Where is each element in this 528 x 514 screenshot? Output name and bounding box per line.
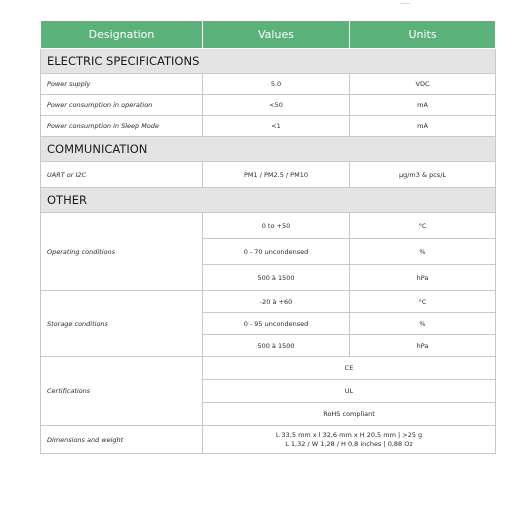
table-row — [41, 291, 496, 313]
row-designation: Dimensions and weight — [41, 426, 203, 454]
table-row — [41, 95, 496, 116]
spec-table — [40, 20, 496, 454]
row-unit: mA — [350, 116, 496, 137]
row-value: 0 to +50 — [203, 213, 350, 239]
row-value: 500 à 1500 — [203, 335, 350, 357]
corner-mark — [400, 0, 410, 4]
section-title: ELECTRIC SPECIFICATIONS — [41, 49, 496, 74]
row-value: <1 — [203, 116, 350, 137]
section-title: OTHER — [41, 188, 496, 213]
header-values: Values — [203, 21, 350, 49]
row-unit: µg/m3 & pcs/L — [350, 162, 496, 188]
row-designation: Storage conditions — [41, 291, 203, 357]
row-unit: % — [350, 239, 496, 265]
dimensions-imperial: L 1,32 / W 1,28 / H 0,8 inches | 0,88 Oz — [285, 439, 413, 448]
row-designation: Power consumption in Sleep Mode — [41, 116, 203, 137]
dimensions-metric: L 33,5 mm x l 32,6 mm x H 20,5 mm | >25 g — [275, 430, 423, 439]
header-designation: Designation — [41, 21, 203, 49]
row-value: -20 à +60 — [203, 291, 350, 313]
row-value: 0 - 70 uncondensed — [203, 239, 350, 265]
section-electric — [41, 49, 496, 74]
table-row — [41, 357, 496, 380]
dimensions-value — [203, 426, 496, 454]
table-row — [41, 116, 496, 137]
table-row — [41, 426, 496, 454]
certification-item: CE — [203, 357, 496, 380]
header-units: Units — [350, 21, 496, 49]
row-value: <50 — [203, 95, 350, 116]
section-other — [41, 188, 496, 213]
row-unit: hPa — [350, 265, 496, 291]
table-row — [41, 162, 496, 188]
certification-item: RoHS compliant — [203, 403, 496, 426]
row-designation: Power consumption in operation — [41, 95, 203, 116]
row-unit: mA — [350, 95, 496, 116]
row-value: 5.0 — [203, 74, 350, 95]
row-designation: UART or I2C — [41, 162, 203, 188]
row-value: 0 - 95 uncondensed — [203, 313, 350, 335]
table-row — [41, 213, 496, 239]
certification-item: UL — [203, 380, 496, 403]
row-unit: VDC — [350, 74, 496, 95]
row-unit: % — [350, 313, 496, 335]
row-value: 500 à 1500 — [203, 265, 350, 291]
section-title: COMMUNICATION — [41, 137, 496, 162]
table-row — [41, 74, 496, 95]
row-designation: Operating conditions — [41, 213, 203, 291]
header-row — [41, 21, 496, 49]
row-unit: °C — [350, 291, 496, 313]
row-designation: Power supply — [41, 74, 203, 95]
row-value: PM1 / PM2.5 / PM10 — [203, 162, 350, 188]
row-unit: °C — [350, 213, 496, 239]
row-unit: hPa — [350, 335, 496, 357]
section-communication — [41, 137, 496, 162]
row-designation: Certifications — [41, 357, 203, 426]
